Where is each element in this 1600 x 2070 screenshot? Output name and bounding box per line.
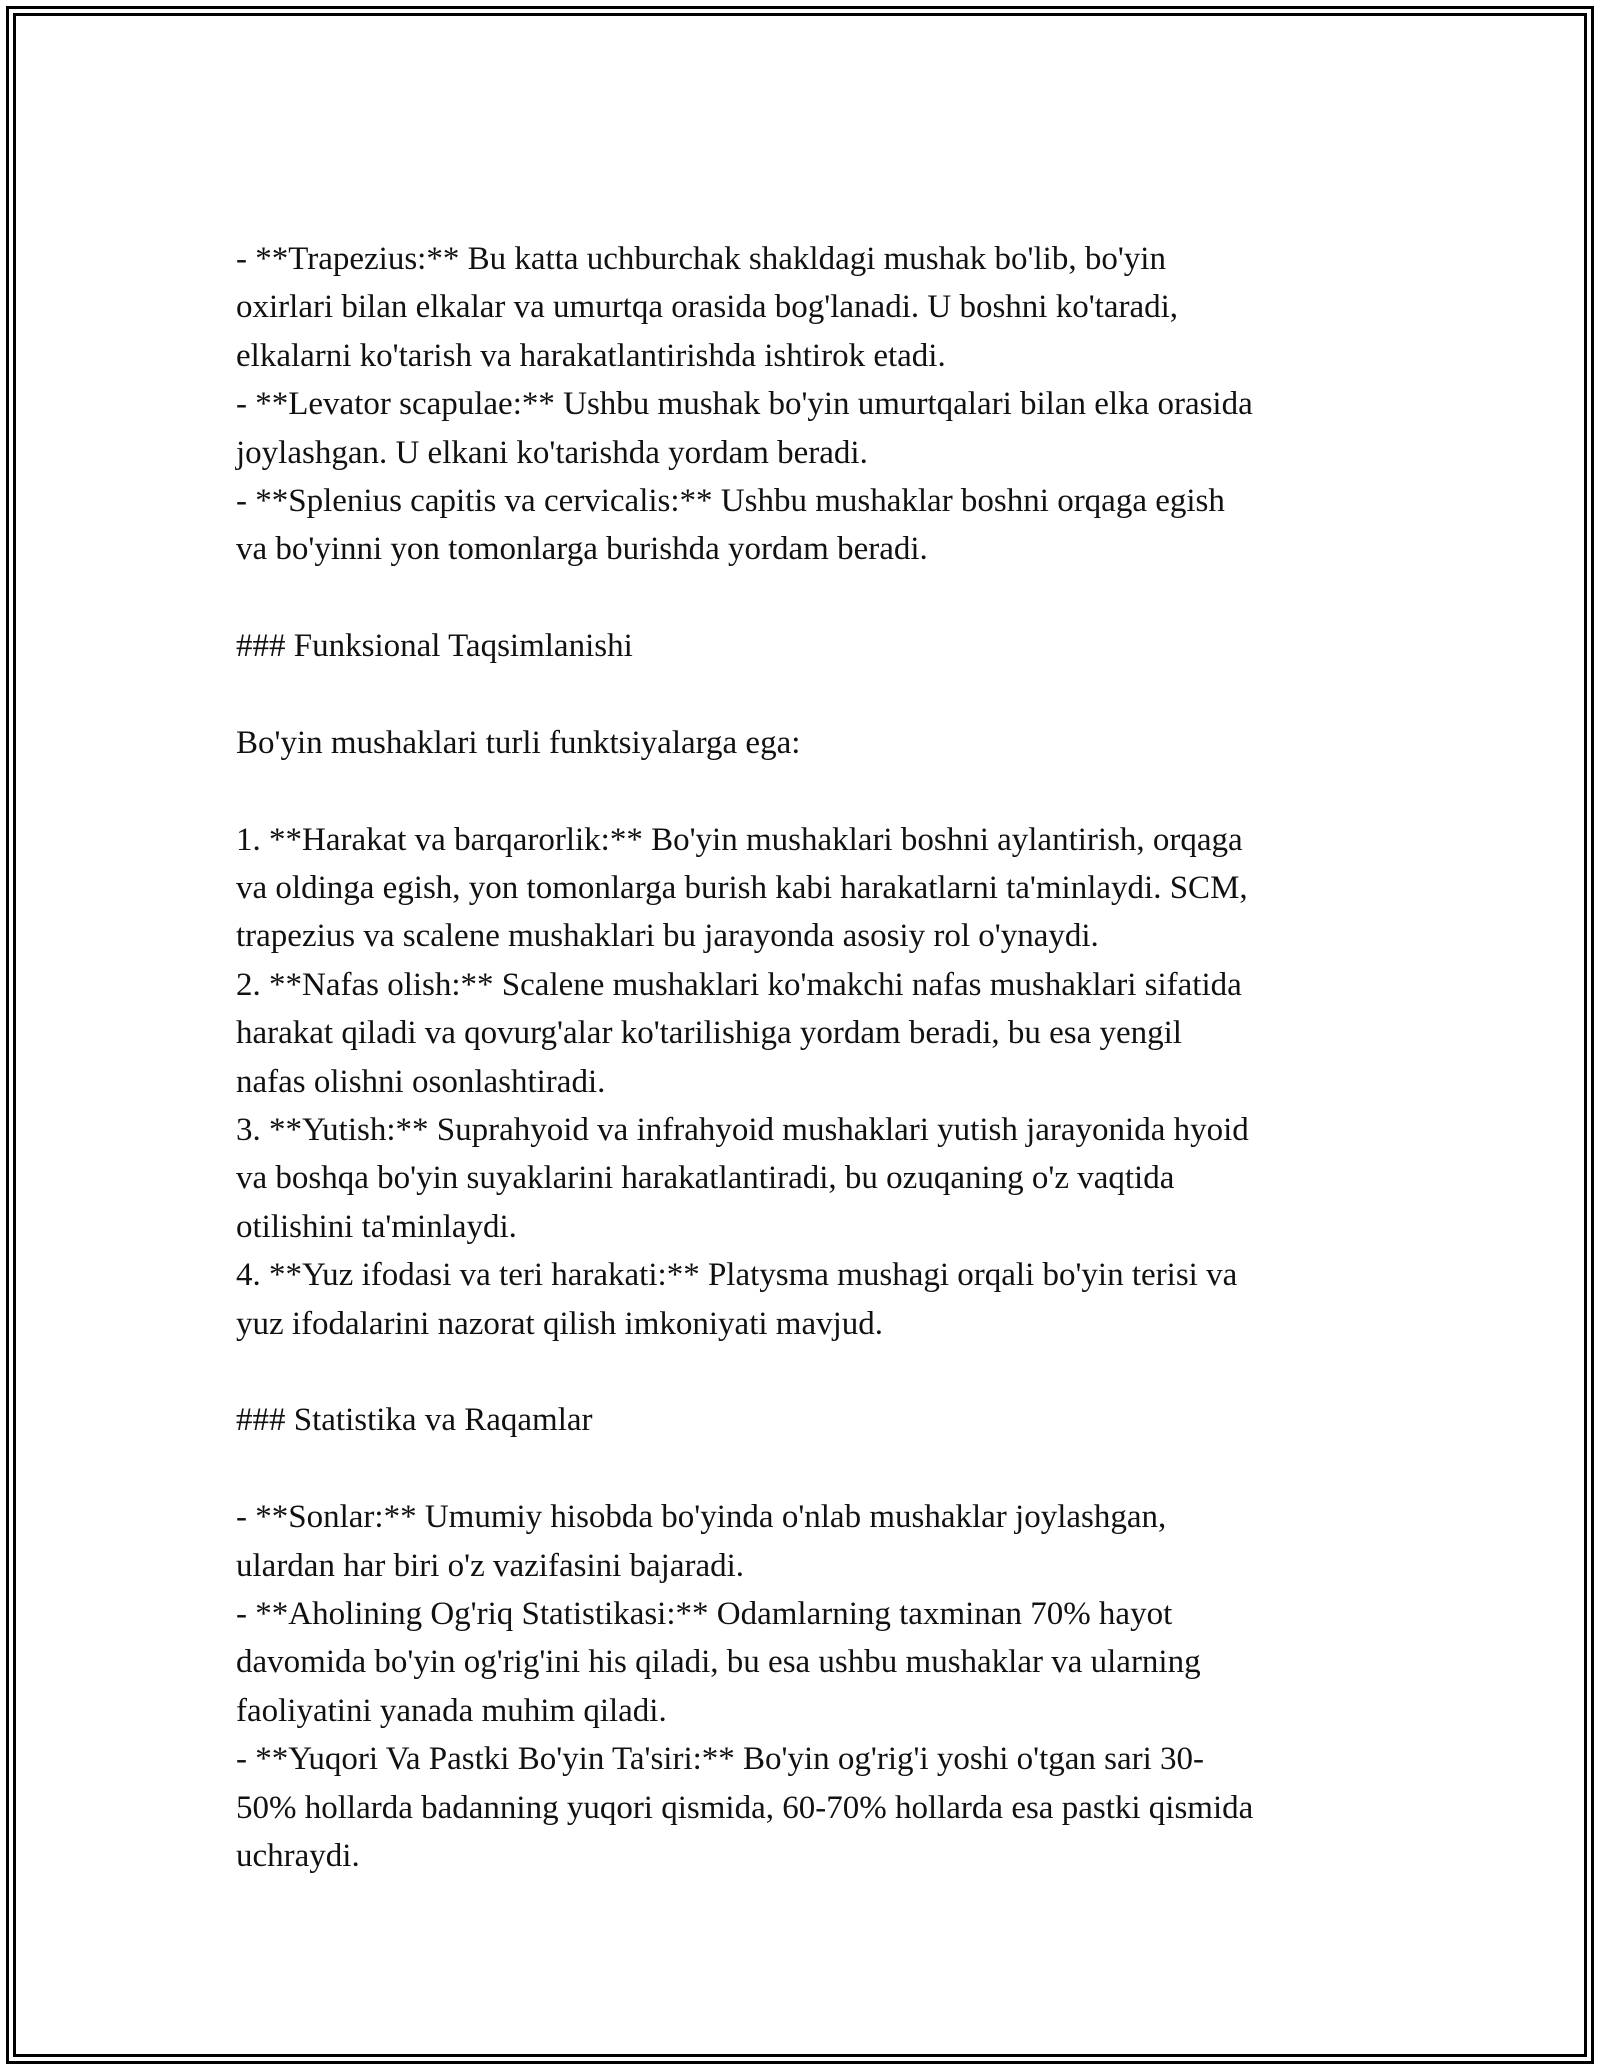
text-line: joylashgan. U elkani ko'tarishda yordam beradi. [236, 434, 868, 471]
text-line: va oldinga egish, yon tomonlarga burish kabi harakatlarni ta'minlaydi. SCM, [236, 870, 1248, 907]
muscle-item-trapezius [236, 235, 1376, 380]
function-item-facial-expression [236, 1251, 1376, 1348]
text-line: - **Yuqori Va Pastki Bo'yin Ta'siri:** Bo'yin og'rig'i yoshi o'tgan sari 30- [236, 1741, 1205, 1778]
paragraph-gap [236, 574, 1376, 622]
function-item-breathing [236, 961, 1376, 1106]
text-line: 2. **Nafas olish:** Scalene mushaklari ko'makchi nafas mushaklari sifatida [236, 966, 1242, 1003]
section-heading-statistics: ### Statistika va Raqamlar [236, 1402, 593, 1439]
text-line: oxirlari bilan elkalar va umurtqa orasida bog'lanadi. U boshni ko'taradi, [236, 289, 1179, 326]
paragraph-gap [236, 767, 1376, 815]
text-line: uchraydi. [236, 1837, 360, 1874]
paragraph-gap [236, 1348, 1376, 1396]
text-line: trapezius va scalene mushaklari bu jarayonda asosiy rol o'ynaydi. [236, 918, 1099, 955]
text-line: 1. **Harakat va barqarorlik:** Bo'yin mushaklari boshni aylantirish, orqaga [236, 821, 1243, 858]
text-line: ulardan har biri o'z vazifasini bajaradi. [236, 1547, 745, 1584]
text-line: - **Sonlar:** Umumiy hisobda bo'yinda o'nlab mushaklar joylashgan, [236, 1499, 1167, 1536]
text-line: harakat qiladi va qovurg'alar ko'tarilishiga yordam beradi, bu esa yengil [236, 1015, 1182, 1052]
text-line: va bo'yinni yon tomonlarga burishda yordam beradi. [236, 531, 928, 568]
section-heading-functional: ### Funksional Taqsimlanishi [236, 628, 633, 665]
muscle-item-levator-scapulae [236, 380, 1376, 477]
text-line: otilishini ta'minlaydi. [236, 1208, 517, 1245]
text-line: 4. **Yuz ifodasi va teri harakati:** Platysma mushagi orqali bo'yin terisi va [236, 1257, 1238, 1294]
paragraph-gap [236, 1445, 1376, 1493]
text-line: - **Splenius capitis va cervicalis:** Ushbu mushaklar boshni orqaga egish [236, 482, 1225, 519]
text-line: davomida bo'yin og'rig'ini his qiladi, bu esa ushbu mushaklar va ularning [236, 1644, 1201, 1681]
section-intro: Bo'yin mushaklari turli funktsiyalarga ega: [236, 724, 801, 761]
function-item-movement [236, 816, 1376, 961]
function-item-swallowing [236, 1106, 1376, 1251]
muscle-item-splenius [236, 477, 1376, 574]
text-line: 3. **Yutish:** Suprahyoid va infrahyoid mushaklari yutish jarayonida hyoid [236, 1112, 1249, 1149]
paragraph-gap [236, 671, 1376, 719]
text-line: 50% hollarda badanning yuqori qismida, 60-70% hollarda esa pastki qismida [236, 1789, 1254, 1826]
text-line: - **Levator scapulae:** Ushbu mushak bo'yin umurtqalari bilan elka orasida [236, 386, 1253, 423]
stat-item-upper-lower [236, 1735, 1376, 1880]
text-line: elkalarni ko'tarish va harakatlantirishda ishtirok etadi. [236, 337, 946, 374]
text-line: va boshqa bo'yin suyaklarini harakatlantiradi, bu ozuqaning o'z vaqtida [236, 1160, 1175, 1197]
text-line: - **Aholining Og'riq Statistikasi:** Odamlarning taxminan 70% hayot [236, 1595, 1173, 1632]
stat-item-count [236, 1493, 1376, 1590]
text-line: - **Trapezius:** Bu katta uchburchak shakldagi mushak bo'lib, bo'yin [236, 241, 1166, 277]
document-body [236, 235, 1376, 1880]
text-line: yuz ifodalarini nazorat qilish imkoniyati mavjud. [236, 1305, 884, 1342]
stat-item-pain [236, 1590, 1376, 1735]
text-line: faoliyatini yanada muhim qiladi. [236, 1692, 667, 1729]
text-line: nafas olishni osonlashtiradi. [236, 1063, 606, 1100]
